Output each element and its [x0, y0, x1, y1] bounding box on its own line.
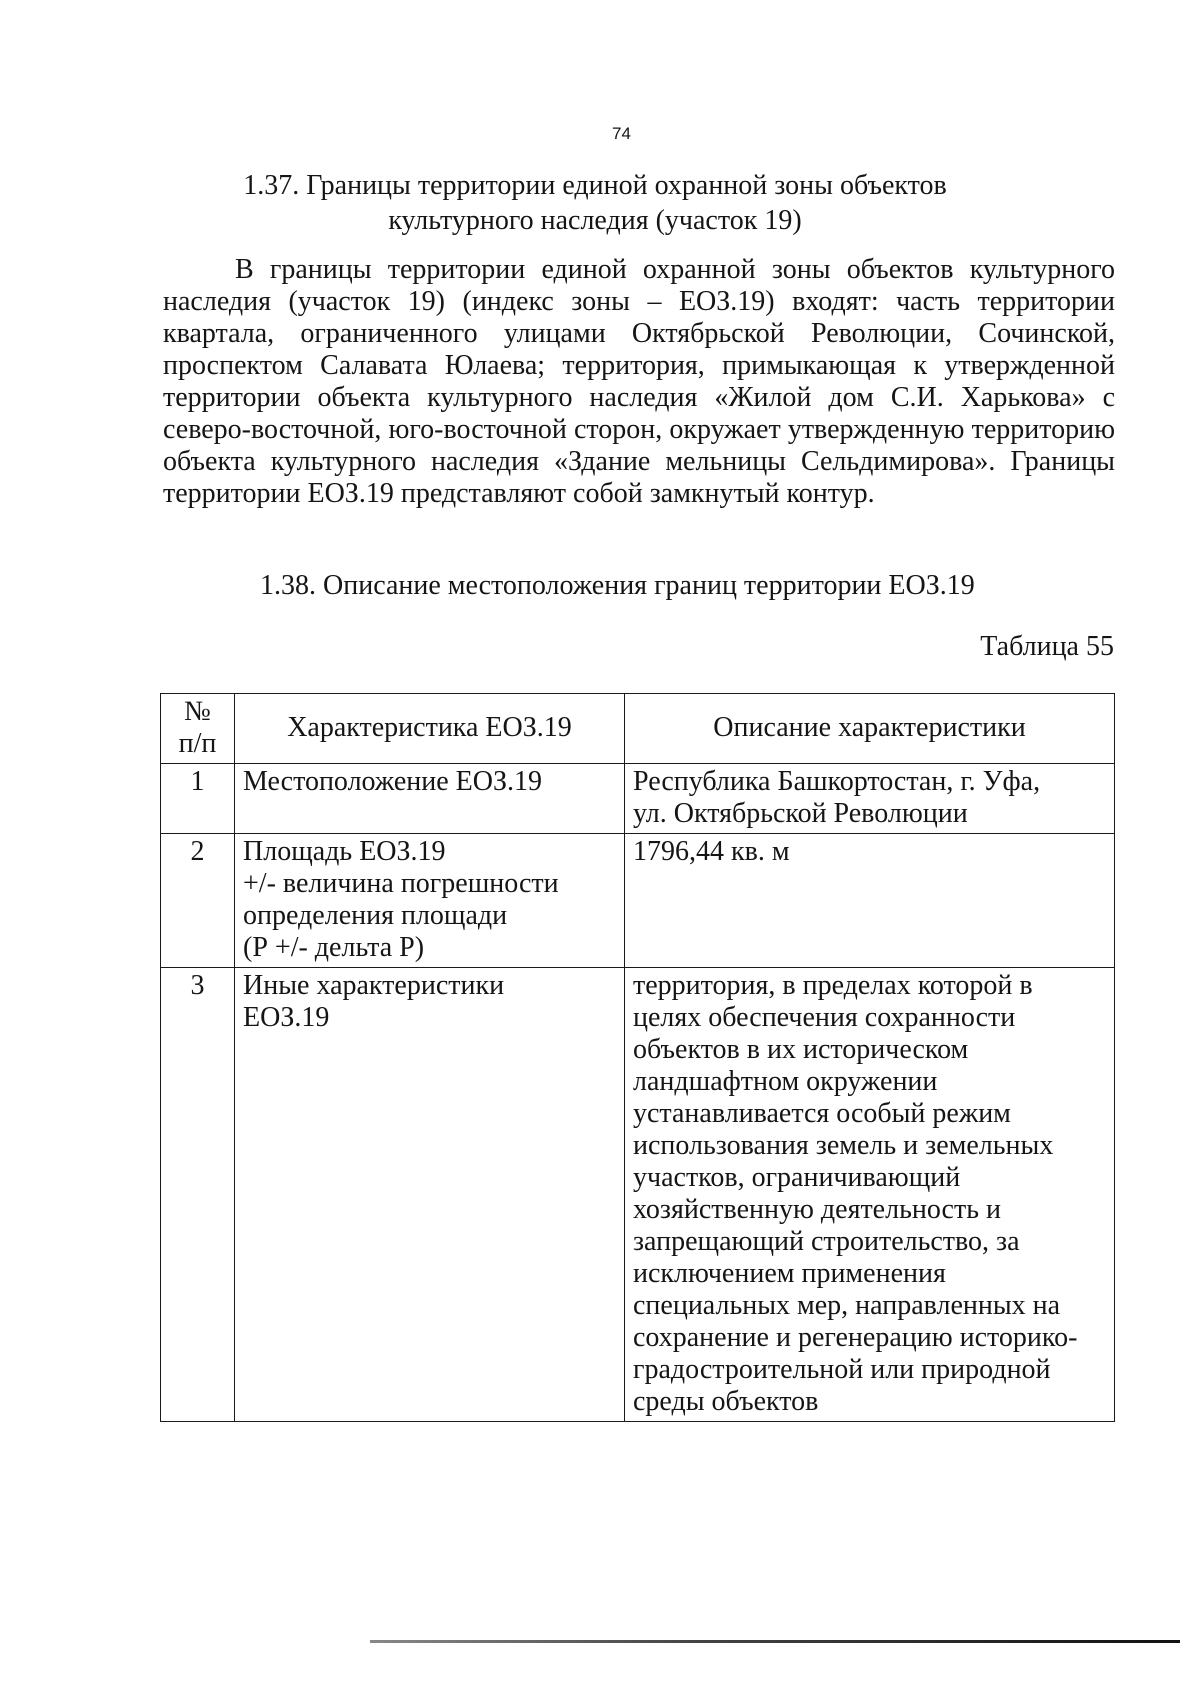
description-line: хозяйственную деятельность и [633, 1194, 1001, 1225]
characteristic-line: Местоположение ЕОЗ.19 [243, 766, 542, 797]
characteristic-line: ЕОЗ.19 [243, 1002, 330, 1033]
body-paragraph: В границы территории единой охранной зоны объектов культурного наследия (участок 19) (индекс зоны – ЕОЗ.19) входят: часть территории квартала, ограниченного улицами Октябрьской Революции, Сочинской, проспектом Салавата Юлаева; территория, примыкающая к утвержденной территории объекта культурного наследия «Жилой дом С.И. Харькова» с северо-восточной, юго-восточной сторон, окружает утвержденную территорию объекта культурного наследия «Здание мельницы Сельдимирова». Границы территории ЕОЗ.19 представляют собой замкнутый контур. [163, 254, 1115, 509]
description-line: исключением применения [633, 1258, 946, 1289]
description-line: участков, ограничивающий [633, 1162, 961, 1193]
description-line: запрещающий строительство, за [633, 1226, 1020, 1257]
cell-characteristic [235, 764, 625, 834]
description-line: 1796,44 кв. м [633, 836, 790, 867]
description-line: ландшафтном окружении [633, 1066, 938, 1097]
header-num-line-2: п/п [178, 728, 217, 759]
cell-description [625, 764, 1115, 834]
description-line: устанавливается особый режим [633, 1098, 1011, 1129]
description-line: использования земель и земельных [633, 1130, 1054, 1161]
description-line: специальных мер, направленных на [633, 1290, 1061, 1321]
description-line: градостроительной или природной [633, 1354, 1051, 1385]
table-row [161, 834, 1115, 968]
characteristic-line: +/- величина погрешности [243, 868, 559, 899]
cell-characteristic [235, 834, 625, 968]
description-line: целях обеспечения сохранности [633, 1002, 1016, 1033]
table-row [161, 968, 1115, 1422]
header-characteristic: Характеристика ЕОЗ.19 [235, 694, 625, 764]
header-num-line-1: № [184, 696, 211, 727]
description-line: объектов в их историческом [633, 1034, 969, 1065]
characteristic-line: определения площади [243, 900, 508, 931]
cell-characteristic [235, 968, 625, 1422]
bottom-rule [370, 1640, 1180, 1643]
header-description: Описание характеристики [625, 694, 1115, 764]
cell-num: 2 [161, 834, 235, 968]
section-title-line-1: 1.37. Границы территории единой охранной зоны объектов [243, 170, 947, 201]
description-line: Республика Башкортостан, г. Уфа, [633, 766, 1041, 797]
description-line: ул. Октябрьской Революции [633, 798, 968, 829]
section-title [180, 168, 1010, 238]
characteristic-line: Иные характеристики [243, 970, 505, 1001]
subsection-title: 1.38. Описание местоположения границ территории ЕОЗ.19 [260, 570, 975, 601]
table-row [161, 764, 1115, 834]
section-title-line-2: культурного наследия (участок 19) [388, 205, 802, 236]
cell-description [625, 834, 1115, 968]
header-num [161, 694, 235, 764]
characteristic-line: (Р +/- дельта Р) [243, 932, 425, 963]
cell-description [625, 968, 1115, 1422]
description-line: сохранение и регенерацию историко- [633, 1322, 1078, 1353]
table-header-row [161, 694, 1115, 764]
characteristics-table [160, 693, 1115, 1422]
characteristic-line: Площадь ЕОЗ.19 [243, 836, 446, 867]
description-line: среды объектов [633, 1386, 819, 1417]
description-line: территория, в пределах которой в [633, 970, 1033, 1001]
page-number: 74 [612, 124, 631, 143]
cell-num: 1 [161, 764, 235, 834]
table-caption: Таблица 55 [980, 631, 1114, 662]
table-body [161, 764, 1115, 1422]
cell-num: 3 [161, 968, 235, 1422]
